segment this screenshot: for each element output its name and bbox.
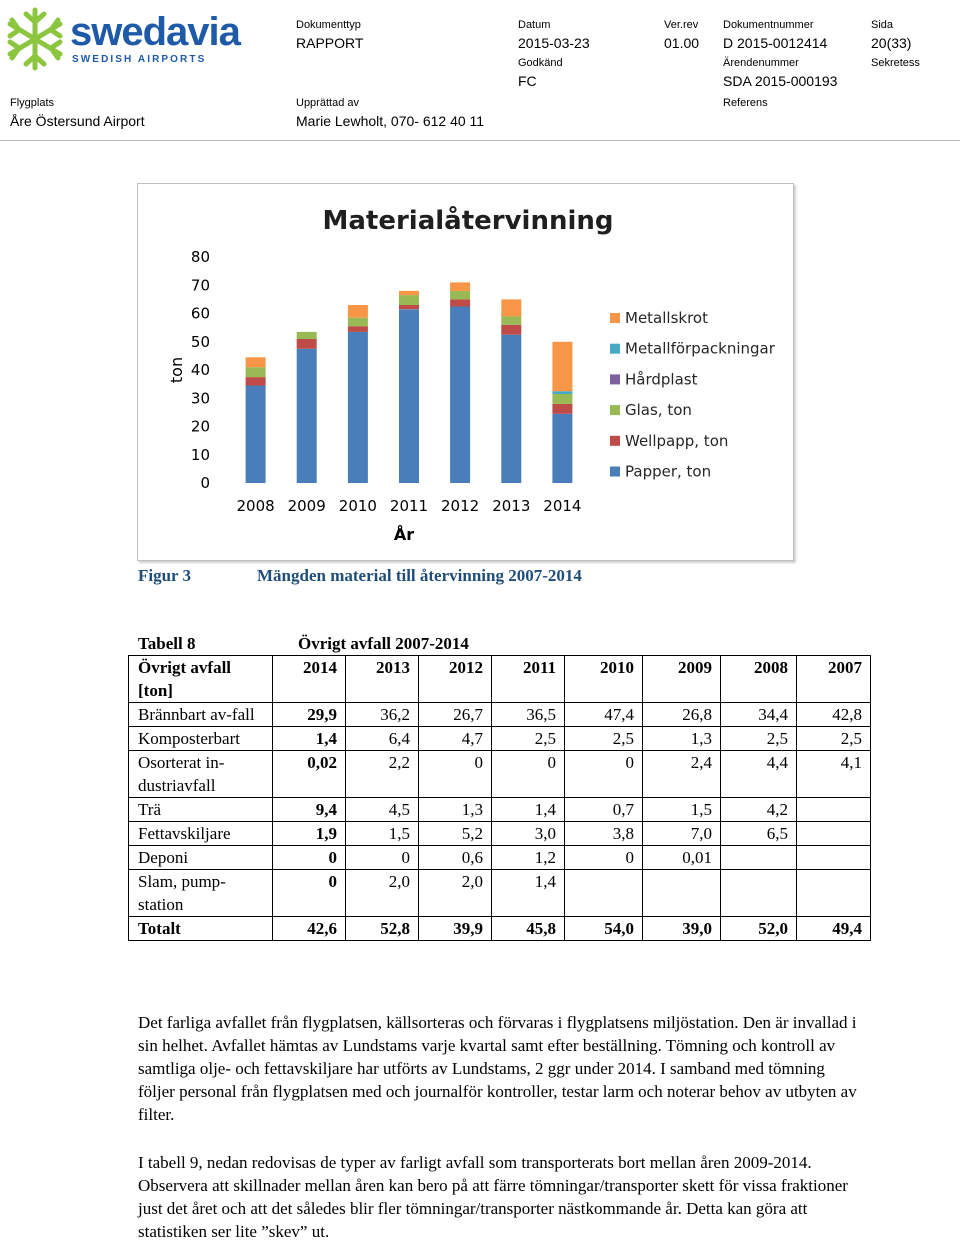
table-cell: 2,2 — [346, 751, 419, 798]
date-value: 2015-03-23 — [518, 35, 590, 51]
x-tick-label: 2010 — [338, 497, 377, 515]
table-cell: 2008 — [721, 656, 797, 703]
bar-segment — [348, 318, 368, 327]
table-cell: 26,8 — [643, 703, 721, 727]
bar-segment — [246, 357, 266, 367]
legend-swatch — [610, 313, 620, 323]
table-cell: 39,0 — [643, 917, 721, 941]
bar-segment — [246, 386, 266, 484]
paragraph-table9-intro: I tabell 9, nedan redovisas de typer av farligt avfall som transporterats bort mellan åren 2009-2014. Observera att skillnader mellan åren kan bero på att färre tömningar/transporter skett för vissa fraktioner just det året och att det således blir fler tömningar/transporter nästkommande år. Detta kan göra att statistiken ser lite ”skev” ut. — [138, 1153, 848, 1241]
doctype-label: Dokumenttyp — [296, 19, 361, 31]
table-cell: 2010 — [565, 656, 643, 703]
snowflake-icon — [4, 6, 66, 72]
table-cell: 4,4 — [721, 751, 797, 798]
table-cell: 1,2 — [492, 846, 565, 870]
bar-segment — [450, 306, 470, 483]
table-row — [129, 727, 871, 751]
table-cell: 1,3 — [419, 798, 492, 822]
table-cell: 2,0 — [419, 870, 492, 917]
table-cell: 42,8 — [797, 703, 871, 727]
table-row-label: Fettavskiljare — [129, 822, 273, 846]
table-cell — [797, 870, 871, 917]
bar-segment — [297, 332, 317, 339]
table-cell: 0 — [492, 751, 565, 798]
x-tick-label: 2013 — [492, 497, 531, 515]
table-cell — [721, 870, 797, 917]
date-label: Datum — [518, 19, 551, 31]
table-row — [129, 846, 871, 870]
y-tick-label: 10 — [190, 445, 210, 464]
table-cell: 4,1 — [797, 751, 871, 798]
table-cell: 34,4 — [721, 703, 797, 727]
page-value: 20(33) — [871, 35, 912, 51]
casenum-label: Ärendenummer — [723, 57, 799, 69]
table-cell: 2012 — [419, 656, 492, 703]
table-cell: 1,4 — [492, 870, 565, 917]
y-tick-label: 0 — [200, 474, 210, 492]
bar-segment — [348, 326, 368, 332]
legend-entry: Papper, ton — [625, 462, 712, 481]
docnum-value: D 2015-0012414 — [723, 35, 828, 51]
header-divider — [0, 140, 960, 141]
casenum-value: SDA 2015-000193 — [723, 73, 838, 89]
table-cell: 1,4 — [492, 798, 565, 822]
table-header-row — [129, 656, 871, 703]
x-tick-label: 2008 — [236, 497, 275, 515]
bar-segment — [399, 309, 419, 483]
author-label: Upprättad av — [296, 97, 359, 109]
table-cell: 7,0 — [643, 822, 721, 846]
y-tick-label: 70 — [190, 276, 210, 295]
table-cell: 0,01 — [643, 846, 721, 870]
table-row — [129, 822, 871, 846]
x-tick-label: 2011 — [389, 497, 429, 515]
table-cell: 29,9 — [273, 703, 346, 727]
table-row-label: Deponi — [129, 846, 273, 870]
bar-segment — [552, 394, 572, 404]
table-cell: 39,9 — [419, 917, 492, 941]
table-row-label: Osorterat in-dustriavfall — [129, 751, 273, 798]
table-cell: 6,4 — [346, 727, 419, 751]
table-cell: 2,5 — [721, 727, 797, 751]
table-cell: 2009 — [643, 656, 721, 703]
bar-segment — [399, 295, 419, 305]
bar-segment — [552, 391, 572, 394]
table-cell — [565, 870, 643, 917]
table-cell: 2,5 — [565, 727, 643, 751]
airport-value: Åre Östersund Airport — [10, 113, 145, 129]
bar-segment — [399, 305, 419, 309]
reference-label: Referens — [723, 97, 768, 109]
table-cell: 0 — [419, 751, 492, 798]
chart-svg — [138, 184, 793, 560]
figure-caption-text: Mängden material till återvinning 2007-2014 — [257, 566, 582, 585]
x-axis-label: År — [393, 525, 415, 544]
bar-segment — [399, 291, 419, 295]
logo-subtitle: SWEDISH AIRPORTS — [72, 54, 207, 65]
table-cell: 2014 — [273, 656, 346, 703]
table-row-label: Slam, pump-station — [129, 870, 273, 917]
doctype-value: RAPPORT — [296, 35, 364, 51]
table-row — [129, 703, 871, 727]
bar-segment — [450, 282, 470, 291]
table-cell: 2013 — [346, 656, 419, 703]
table-cell: 2,5 — [492, 727, 565, 751]
chart-title: Materialåtervinning — [322, 206, 614, 236]
table-cell — [797, 846, 871, 870]
table-cell: 2,5 — [797, 727, 871, 751]
table-cell: 4,7 — [419, 727, 492, 751]
table-caption-text: Övrigt avfall 2007-2014 — [298, 634, 469, 653]
table-cell: 6,5 — [721, 822, 797, 846]
table-cell — [797, 798, 871, 822]
table-row — [129, 798, 871, 822]
table-cell: 0 — [565, 751, 643, 798]
airport-label: Flygplats — [10, 97, 55, 109]
table-caption-label: Tabell 8 — [138, 634, 196, 653]
table-cell: 36,2 — [346, 703, 419, 727]
x-tick-label: 2014 — [543, 497, 582, 515]
x-tick-label: 2009 — [287, 497, 326, 515]
table-cell: 0 — [273, 870, 346, 917]
table-cell: 45,8 — [492, 917, 565, 941]
rev-value: 01.00 — [664, 35, 700, 51]
bar-segment — [246, 367, 266, 377]
table-cell: 2007 — [797, 656, 871, 703]
legend-swatch — [610, 436, 620, 446]
table-cell: 1,9 — [273, 822, 346, 846]
table-row — [129, 870, 871, 917]
table-cell: 0,6 — [419, 846, 492, 870]
table-cell — [721, 846, 797, 870]
bar-segment — [246, 377, 266, 386]
other-waste-table — [128, 655, 871, 941]
bar-segment — [552, 342, 572, 391]
approved-value: FC — [518, 73, 537, 89]
logo-wordmark: swedavia — [70, 10, 240, 54]
table-cell: 0,7 — [565, 798, 643, 822]
rev-label: Ver.rev — [664, 19, 699, 31]
legend-entry: Hårdplast — [625, 370, 698, 389]
table-total-row — [129, 917, 871, 941]
table-cell: 52,0 — [721, 917, 797, 941]
table-cell: 36,5 — [492, 703, 565, 727]
table-cell: 0 — [346, 846, 419, 870]
table-row-label: Totalt — [129, 917, 273, 941]
table-cell: 4,5 — [346, 798, 419, 822]
bar-segment — [501, 325, 521, 335]
legend-entry: Wellpapp, ton — [625, 431, 729, 450]
table-cell: 3,8 — [565, 822, 643, 846]
bar-segment — [450, 291, 470, 300]
material-recycling-chart — [137, 183, 794, 561]
table-cell: 47,4 — [565, 703, 643, 727]
author-value: Marie Lewholt, 070- 612 40 11 — [296, 113, 485, 129]
table-cell: 0,02 — [273, 751, 346, 798]
table-row-label: Komposterbart — [129, 727, 273, 751]
table-cell: 0 — [565, 846, 643, 870]
y-axis-label: ton — [167, 356, 186, 384]
table-cell: 42,6 — [273, 917, 346, 941]
y-tick-label: 50 — [190, 332, 210, 351]
table-cell: 1,4 — [273, 727, 346, 751]
legend-swatch — [610, 405, 620, 415]
table-cell: 26,7 — [419, 703, 492, 727]
table-cell: 49,4 — [797, 917, 871, 941]
page-label: Sida — [871, 19, 894, 31]
bar-segment — [552, 404, 572, 414]
swedavia-logo — [4, 6, 66, 77]
y-tick-label: 80 — [190, 248, 210, 266]
table-cell: 2011 — [492, 656, 565, 703]
table-cell: 1,3 — [643, 727, 721, 751]
table-cell: 5,2 — [419, 822, 492, 846]
y-tick-label: 60 — [190, 304, 210, 323]
table-cell: 2,4 — [643, 751, 721, 798]
table-cell — [643, 870, 721, 917]
y-tick-label: 30 — [190, 389, 210, 408]
legend-swatch — [610, 344, 620, 354]
bar-segment — [552, 414, 572, 483]
legend-entry: Metallskrot — [625, 309, 708, 327]
bar-segment — [297, 339, 317, 349]
bar-segment — [297, 349, 317, 483]
legend-swatch — [610, 374, 620, 384]
table-row — [129, 751, 871, 798]
y-tick-label: 40 — [190, 361, 210, 379]
table-cell: 54,0 — [565, 917, 643, 941]
table-cell: 0 — [273, 846, 346, 870]
legend-entry: Metallförpackningar — [625, 339, 775, 358]
table-row-label: Brännbart av-fall — [129, 703, 273, 727]
approved-label: Godkänd — [518, 57, 563, 69]
table-cell: 1,5 — [643, 798, 721, 822]
table-row-label: Trä — [129, 798, 273, 822]
table-cell — [797, 822, 871, 846]
bar-segment — [501, 299, 521, 316]
bar-segment — [348, 305, 368, 318]
table-cell: 4,2 — [721, 798, 797, 822]
table-cell: 1,5 — [346, 822, 419, 846]
table-cell: 3,0 — [492, 822, 565, 846]
docnum-label: Dokumentnummer — [723, 19, 814, 31]
legend-entry: Glas, ton — [625, 401, 692, 420]
y-tick-label: 20 — [190, 417, 210, 436]
bar-segment — [501, 316, 521, 325]
table-cell: 52,8 — [346, 917, 419, 941]
secrecy-label: Sekretess — [871, 57, 920, 69]
table-cell: 2,0 — [346, 870, 419, 917]
table-cell: 9,4 — [273, 798, 346, 822]
bar-segment — [348, 332, 368, 483]
legend-swatch — [610, 467, 620, 477]
paragraph-hazardous-waste: Det farliga avfallet från flygplatsen, källsorteras och förvaras i flygplatsens miljöstation. Den är invallad i sin helhet. Avfallet hämtas av Lundstams varje kvartal samt efter beställning. Tömning och kontroll av samtliga olje- och fettavskiljare har utförts av Lundstams, 2 ggr under 2014. I samband med tömning följer personal från flygplatsen med och journalför kontroller, testar larm och noterar behov av utbyten av filter. — [138, 1013, 857, 1124]
bar-segment — [450, 299, 470, 306]
x-tick-label: 2012 — [441, 497, 480, 515]
table-row-label: Övrigt avfall [ton] — [129, 656, 273, 703]
bar-segment — [501, 335, 521, 483]
figure-caption-label: Figur 3 — [138, 566, 192, 585]
